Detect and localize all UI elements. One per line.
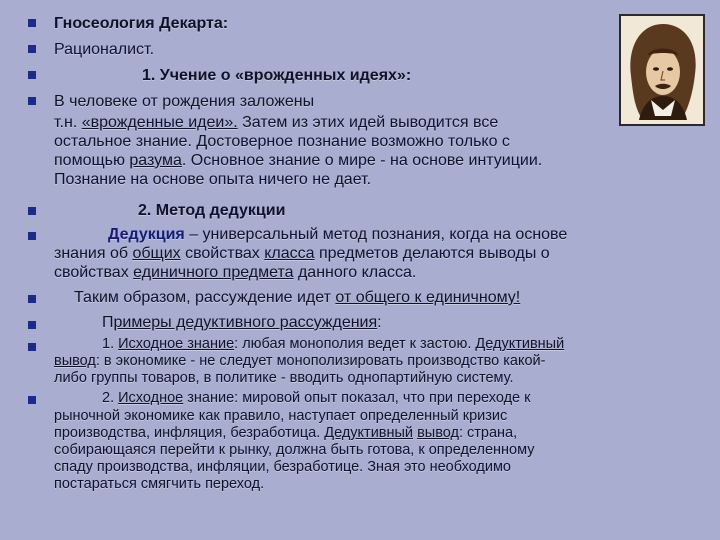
square-bullet-icon <box>28 71 36 79</box>
text-span: Затем из этих идей выводится все <box>237 114 499 131</box>
text-line: спаду производства, инфляции, безработице. Зная это необходимо <box>54 459 511 475</box>
text-span: : <box>377 314 382 331</box>
square-bullet-icon <box>28 343 36 351</box>
square-bullet-icon <box>28 207 36 215</box>
text-line: остальное знание. Достоверное познание возможно только с <box>54 133 510 150</box>
text-span: Дедуктивный <box>324 425 414 441</box>
square-bullet-icon <box>28 19 36 27</box>
text-line: Познание на основе опыта ничего не дает. <box>54 171 372 188</box>
descartes-portrait <box>619 14 705 126</box>
text-line: постараться смягчить переход. <box>54 476 265 492</box>
text-line <box>74 288 520 307</box>
text-line <box>102 390 530 407</box>
text-span: т.н. <box>54 114 82 131</box>
text-span: от общего к единичному! <box>335 289 521 306</box>
text-span: знания об <box>54 245 133 262</box>
text-span: Дедуктивный <box>475 336 565 352</box>
text-span: разума <box>129 152 182 169</box>
square-bullet-icon <box>28 232 36 240</box>
text-span: Дедукция <box>108 226 185 243</box>
portrait-drawing <box>621 16 703 124</box>
text-span: вывод <box>417 425 459 441</box>
text-line <box>54 244 550 263</box>
text-line <box>102 336 564 353</box>
text-span: общих <box>132 245 181 262</box>
text-span: : любая монополия ведет к застою. <box>234 336 476 352</box>
section-heading: 2. Метод дедукции <box>138 202 286 219</box>
text-line: Рационалист. <box>54 41 155 58</box>
text-span: П <box>102 314 114 331</box>
text-line: рыночной экономике как правило, наступает определенный кризис <box>54 408 508 424</box>
text-span: знание: мировой опыт показал, что при переходе к <box>183 390 531 406</box>
text-line: либо группы товаров, в политике - вводить однопартийную систему. <box>54 370 514 386</box>
section-heading: 1. Учение о «врожденных идеях»: <box>142 67 412 84</box>
text-line <box>54 425 517 442</box>
text-span: римеры дедуктивного рассуждения <box>113 314 378 331</box>
text-span: единичного предмета <box>133 264 294 281</box>
text-span: . Основное знание о мире - на основе интуиции. <box>181 152 543 169</box>
square-bullet-icon <box>28 321 36 329</box>
text-span: : в экономике - не следует монополизировать производство какой- <box>95 353 546 369</box>
text-line <box>108 225 567 244</box>
text-line <box>102 313 382 332</box>
text-span: : страна, <box>458 425 518 441</box>
text-span: предметов делаются выводы о <box>314 245 550 262</box>
text-span: «врожденные идеи». <box>81 114 238 131</box>
square-bullet-icon <box>28 295 36 303</box>
text-span: 2. <box>102 390 119 406</box>
text-span: данного класса. <box>293 264 417 281</box>
square-bullet-icon <box>28 45 36 53</box>
text-span: 1. <box>102 336 119 352</box>
text-span: производства, инфляция, безработица. <box>54 425 325 441</box>
text-span: свойствах <box>180 245 265 262</box>
text-span: Таким образом, рассуждение идет <box>74 289 336 306</box>
text-span: помощью <box>54 152 130 169</box>
text-span: вывод <box>54 353 96 369</box>
slide-title: Гносеология Декарта: <box>54 15 229 32</box>
text-span: – универсальный метод познания, когда на основе <box>184 226 568 243</box>
square-bullet-icon <box>28 396 36 404</box>
text-line: В человеке от рождения заложены <box>54 93 315 110</box>
square-bullet-icon <box>28 97 36 105</box>
text-line <box>54 151 542 170</box>
text-span: свойствах <box>54 264 134 281</box>
text-span: класса <box>264 245 315 262</box>
text-line <box>54 113 498 132</box>
text-line <box>54 263 416 282</box>
text-span: Исходное знание <box>118 336 235 352</box>
text-line <box>54 353 545 370</box>
text-span: Исходное <box>118 390 184 406</box>
text-line: собирающаяся перейти к рынку, должна быть готова, к определенному <box>54 442 535 458</box>
